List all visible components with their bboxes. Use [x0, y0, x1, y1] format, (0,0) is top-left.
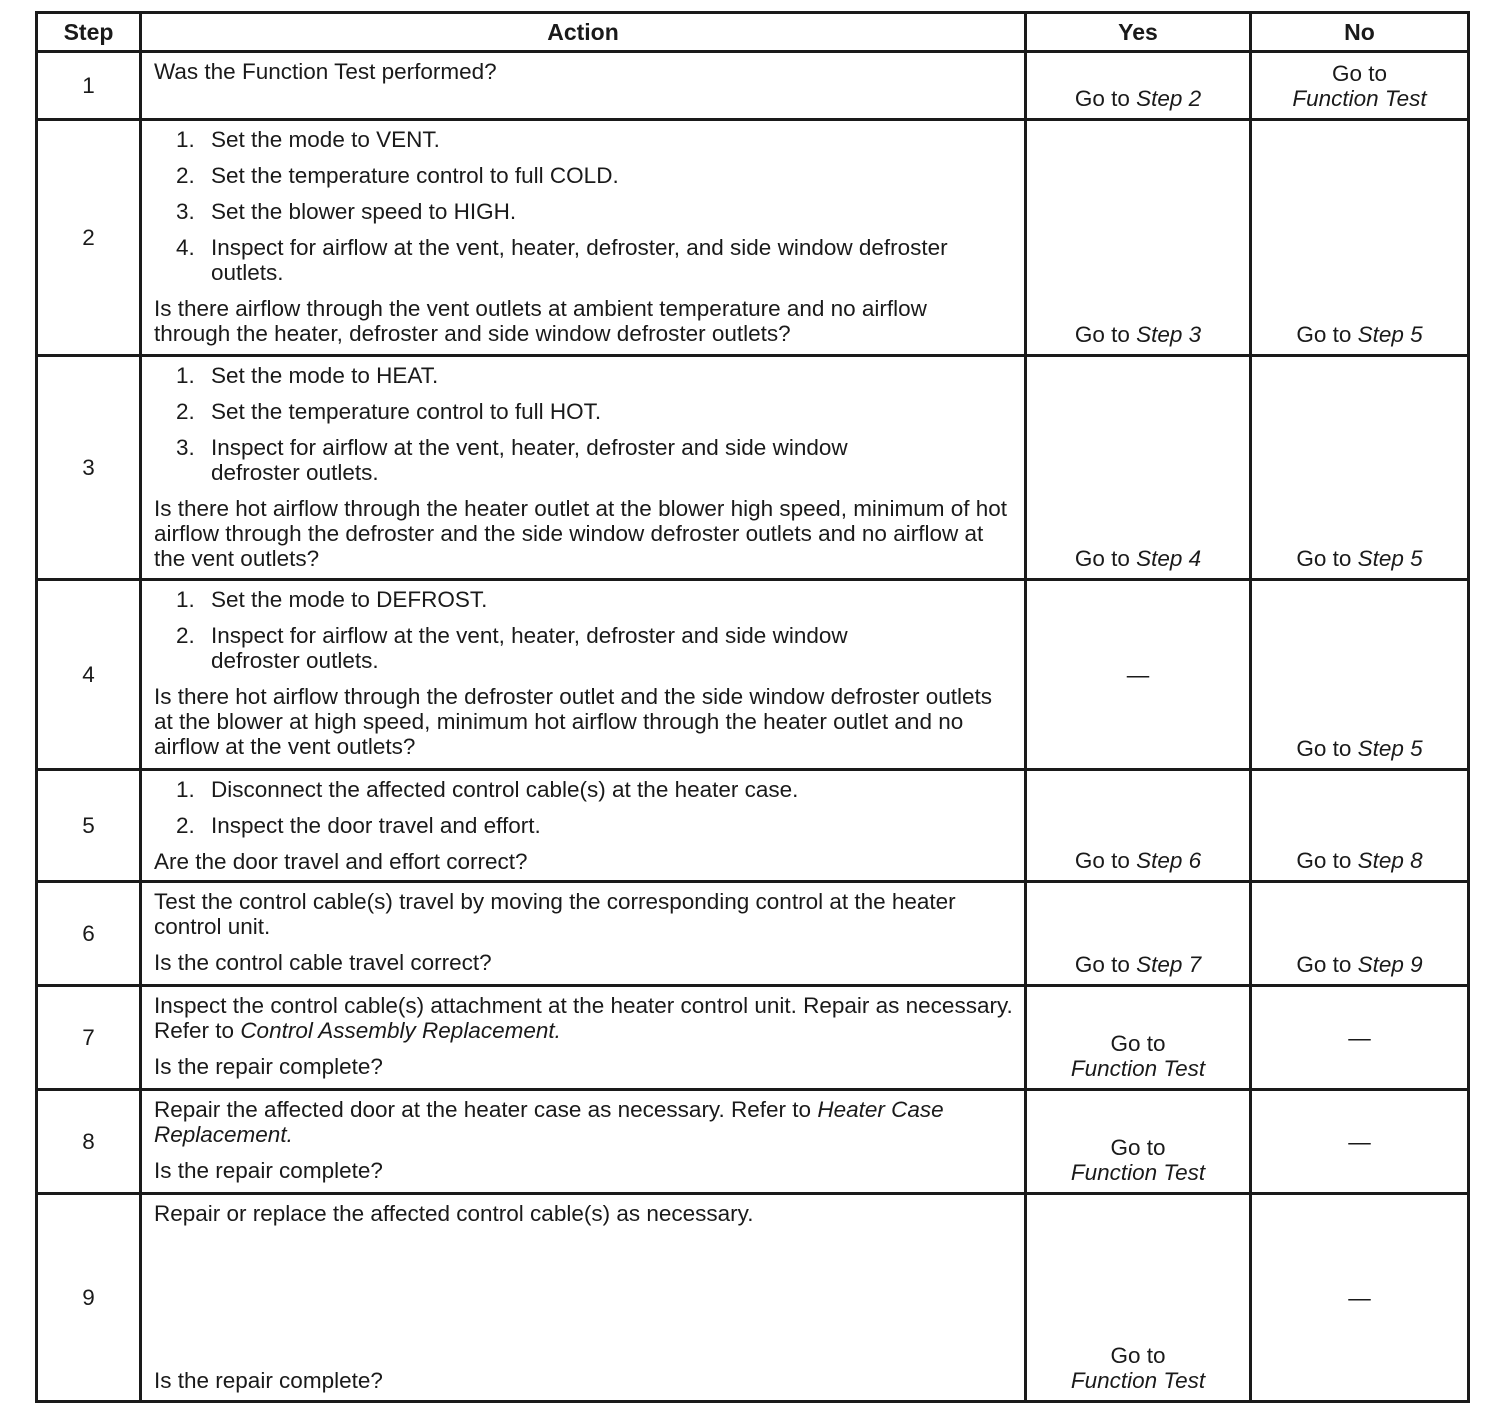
no-cell: [1251, 1090, 1469, 1194]
table-row: [37, 1090, 1469, 1194]
goto-label: Go to: [1074, 546, 1130, 571]
goto-label: Go to: [1296, 952, 1352, 977]
instruction-item: [176, 127, 1016, 152]
goto-label: Go to: [1296, 546, 1352, 571]
instruction-number: 1.: [176, 587, 195, 612]
action-paragraph: [154, 993, 1016, 1043]
no-result: [1252, 736, 1467, 761]
header-action: Action: [141, 13, 1026, 52]
instruction-item: [176, 235, 1016, 285]
reference-link[interactable]: Control Assembly Replacement.: [240, 1018, 561, 1043]
goto-label: Go to: [1074, 848, 1130, 873]
instruction-item: [176, 435, 1016, 485]
yes-result: [1027, 86, 1249, 111]
table-row: [37, 1194, 1469, 1402]
goto-target: Step 3: [1136, 322, 1202, 347]
table-row: [37, 882, 1469, 986]
goto-target: Step 7: [1136, 952, 1202, 977]
goto-target: Step 5: [1357, 322, 1423, 347]
instruction-item: [176, 163, 1016, 188]
yes-cell: [1026, 1090, 1251, 1194]
goto-target: Function Test: [1070, 1368, 1206, 1393]
instruction-text: Inspect for airflow at the vent, heater, defroster and side window defroster outlets.: [211, 623, 848, 673]
no-cell: [1251, 52, 1469, 120]
header-step: Step: [37, 13, 141, 52]
table-row: [37, 356, 1469, 580]
instruction-number: 1.: [176, 363, 195, 388]
header-row: [37, 13, 1469, 52]
goto-target: Step 5: [1357, 546, 1423, 571]
step-number: 4: [37, 580, 141, 770]
table-row: [37, 120, 1469, 356]
table-row: [37, 52, 1469, 120]
instruction-item: [176, 813, 1016, 838]
goto-target: Step 5: [1357, 736, 1423, 761]
instruction-text: Disconnect the affected control cable(s) at the heater case.: [211, 777, 799, 802]
reference-link[interactable]: Heater Case Replacement.: [154, 1097, 944, 1147]
instruction-number: 3.: [176, 435, 195, 460]
question-text: Are the door travel and effort correct?: [154, 849, 528, 874]
goto-label: Go to: [1296, 322, 1352, 347]
goto-label: Go to: [1296, 848, 1352, 873]
yes-cell: [1026, 580, 1251, 770]
yes-cell: [1026, 770, 1251, 882]
table-row: [37, 770, 1469, 882]
instruction-number: 1.: [176, 777, 195, 802]
question-text: Is the repair complete?: [154, 1158, 383, 1183]
yes-cell: [1026, 120, 1251, 356]
instruction-text: Inspect the door travel and effort.: [211, 813, 541, 838]
goto-label: Go to: [1110, 1343, 1166, 1368]
action-cell: [141, 356, 1026, 580]
instruction-item: [176, 399, 1016, 424]
instruction-text: Set the mode to DEFROST.: [211, 587, 488, 612]
no-result: [1252, 546, 1467, 571]
goto-target: Step 4: [1136, 546, 1202, 571]
question-text: Is the repair complete?: [154, 1054, 383, 1079]
yes-result: [1027, 1343, 1249, 1393]
header-no: No: [1251, 13, 1469, 52]
action-cell: [141, 882, 1026, 986]
no-cell: [1251, 120, 1469, 356]
yes-result: [1027, 546, 1249, 571]
goto-label: Go to: [1110, 1031, 1166, 1056]
no-result: [1252, 61, 1467, 111]
goto-target: Step 6: [1136, 848, 1202, 873]
action-cell: [141, 120, 1026, 356]
yes-cell: [1026, 52, 1251, 120]
yes-result: [1027, 322, 1249, 347]
yes-result: [1027, 1135, 1249, 1185]
action-cell: [141, 986, 1026, 1090]
action-paragraph: Test the control cable(s) travel by moving the corresponding control at the heater control unit.: [154, 889, 956, 939]
goto-target: Step 9: [1357, 952, 1423, 977]
instruction-number: 1.: [176, 127, 195, 152]
step-number: 7: [37, 986, 141, 1090]
step-number: 9: [37, 1194, 141, 1402]
yes-result: —: [1126, 662, 1150, 687]
action-paragraph: Repair or replace the affected control cable(s) as necessary.: [154, 1201, 754, 1226]
question-text: Is there airflow through the vent outlets at ambient temperature and no airflow through the heater, defroster and side window defroster outlets?: [154, 296, 927, 346]
no-cell: [1251, 356, 1469, 580]
question-text: Is the control cable travel correct?: [154, 950, 492, 975]
goto-target: Function Test: [1292, 86, 1427, 111]
instruction-item: [176, 777, 1016, 802]
question-text: Is the repair complete?: [154, 1368, 383, 1393]
question-text: Is there hot airflow through the heater outlet at the blower high speed, minimum of hot airflow through the defroster and the side window defroster outlets and no airflow at the vent outlets?: [154, 496, 1007, 571]
no-cell: [1251, 770, 1469, 882]
instruction-text: Set the blower speed to HIGH.: [211, 199, 517, 224]
question-text: Was the Function Test performed?: [154, 59, 497, 84]
step-number: 5: [37, 770, 141, 882]
no-cell: [1251, 986, 1469, 1090]
step-number: 1: [37, 52, 141, 120]
yes-result: [1027, 848, 1249, 873]
paragraph-text: Repair the affected door at the heater case as necessary. Refer to: [154, 1097, 812, 1122]
goto-label: Go to: [1074, 322, 1130, 347]
instruction-item: [176, 199, 1016, 224]
instruction-item: [176, 587, 1016, 612]
action-cell: [141, 770, 1026, 882]
instruction-text: Set the mode to HEAT.: [211, 363, 439, 388]
goto-label: Go to: [1296, 736, 1352, 761]
yes-cell: [1026, 882, 1251, 986]
instruction-number: 2.: [176, 813, 195, 838]
no-result: —: [1348, 1025, 1371, 1050]
yes-cell: [1026, 356, 1251, 580]
header-yes: Yes: [1026, 13, 1251, 52]
action-paragraph: [154, 1097, 1016, 1147]
table-row: [37, 986, 1469, 1090]
no-cell: [1251, 580, 1469, 770]
no-result: [1252, 848, 1467, 873]
step-number: 6: [37, 882, 141, 986]
action-cell: [141, 52, 1026, 120]
instruction-number: 2.: [176, 623, 195, 648]
instruction-text: Inspect for airflow at the vent, heater, defroster and side window defroster outlets.: [211, 435, 848, 485]
no-result: —: [1348, 1285, 1371, 1310]
goto-target: Step 2: [1136, 86, 1202, 111]
instruction-number: 2.: [176, 399, 195, 424]
yes-cell: [1026, 1194, 1251, 1402]
paragraph-text: Inspect the control cable(s) attachment at the heater control unit. Repair as necessary. Refer to: [154, 993, 1013, 1043]
step-number: 2: [37, 120, 141, 356]
goto-label: Go to: [1074, 86, 1130, 111]
instruction-text: Inspect for airflow at the vent, heater, defroster, and side window defroster outlets.: [211, 235, 948, 285]
goto-target: Step 8: [1357, 848, 1423, 873]
goto-target: Function Test: [1070, 1160, 1206, 1185]
instruction-number: 4.: [176, 235, 195, 260]
no-cell: [1251, 1194, 1469, 1402]
step-number: 8: [37, 1090, 141, 1194]
step-number: 3: [37, 356, 141, 580]
yes-cell: [1026, 986, 1251, 1090]
question-text: Is there hot airflow through the defroster outlet and the side window defroster outlets at the blower at high speed, minimum hot airflow through the heater outlet and no airflow at the vent outlets?: [154, 684, 992, 759]
instruction-number: 2.: [176, 163, 195, 188]
action-cell: [141, 1194, 1026, 1402]
no-result: [1252, 952, 1467, 977]
instruction-text: Set the temperature control to full HOT.: [211, 399, 602, 424]
goto-label: Go to: [1074, 952, 1130, 977]
diagnostic-table: [35, 11, 1470, 1403]
instruction-item: [176, 623, 1016, 673]
goto-label: Go to: [1110, 1135, 1166, 1160]
instruction-text: Set the temperature control to full COLD.: [211, 163, 619, 188]
instruction-item: [176, 363, 1016, 388]
no-result: —: [1348, 1129, 1371, 1154]
goto-label: Go to: [1331, 61, 1388, 86]
instruction-text: Set the mode to VENT.: [211, 127, 440, 152]
no-result: [1252, 322, 1467, 347]
action-cell: [141, 1090, 1026, 1194]
no-cell: [1251, 882, 1469, 986]
instruction-number: 3.: [176, 199, 195, 224]
yes-result: [1027, 1031, 1249, 1081]
table-row: [37, 580, 1469, 770]
action-cell: [141, 580, 1026, 770]
yes-result: [1027, 952, 1249, 977]
goto-target: Function Test: [1070, 1056, 1206, 1081]
